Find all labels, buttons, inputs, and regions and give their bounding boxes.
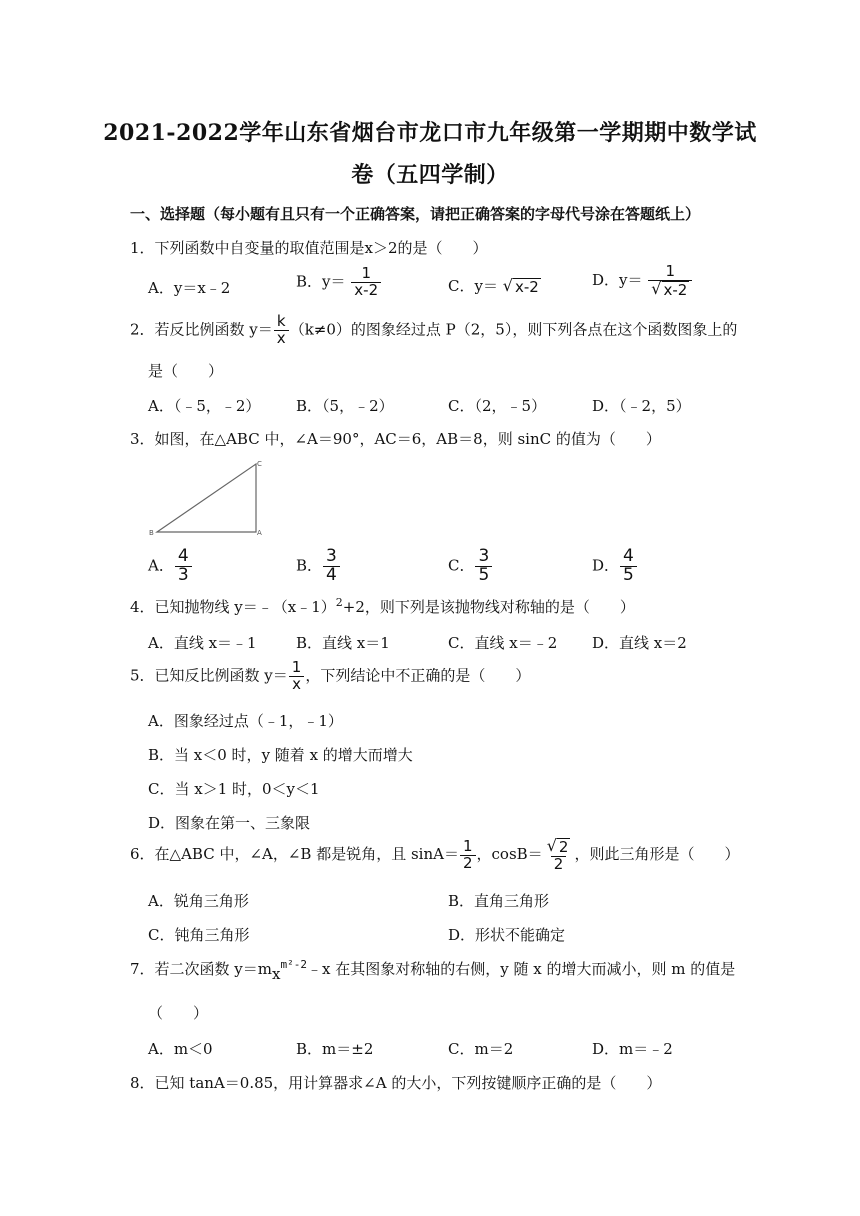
q6-option-b: B．直角三角形 <box>448 892 550 910</box>
fraction: 1 √ x-2 <box>648 264 692 298</box>
q7-option-b: B．m＝±2 <box>296 1040 374 1058</box>
question-2-stem-line-2: 是（ ） <box>148 362 224 380</box>
vertex-label-b: B <box>149 529 154 537</box>
q3-option-d: D． $\frac{4}{5}$ <box>592 548 638 585</box>
q4-option-d: D．直线 x＝2 <box>592 634 687 652</box>
question-8-stem: 8．已知 tanA＝0.85，用计算器求∠A 的大小，下列按键顺序正确的是（ ） <box>130 1074 662 1092</box>
fraction: $\frac{4}{3}$ <box>175 548 192 585</box>
q1-option-b: B．y＝ $\frac{1}{x-2}$ <box>296 266 382 299</box>
q1-option-a: A．y＝x﹣2 <box>148 279 231 297</box>
q5-option-b: B．当 x＜0 时，y 随着 x 的增大而增大 <box>148 746 413 764</box>
question-7-stem: 7．若二次函数 $y=mx^{m^2-2}﹣x$ 在其图象对称轴的右侧，y 随 x 的增大而减小，则 m 的值是 <box>130 958 736 983</box>
q3-option-b: B． $\frac{3}{4}$ <box>296 548 341 585</box>
question-2-stem: 2．若反比例函数 y＝ $\frac{k}{x}$ （k≠0）的图象经过点 P（2，5），则下列各点在这个函数图象上的 <box>130 312 738 347</box>
question-1-stem: 1．下列函数中自变量的取值范围是x＞2的是（ ） <box>130 239 488 257</box>
q4-option-a: A．直线 x＝﹣1 <box>148 634 257 652</box>
q6-option-d: D．形状不能确定 <box>448 926 566 944</box>
q2-option-b: B．（5，﹣2） <box>296 397 394 415</box>
q2-option-d: D．（﹣2，5） <box>592 397 691 415</box>
q1-option-d: D．y＝ 1 √ x-2 <box>592 264 693 298</box>
question-4-stem: 4．已知抛物线 y＝﹣（x﹣1）$^2$+2，则下列是该抛物线对称轴的是（ ） <box>130 596 635 616</box>
square-root: √ x-2 <box>502 276 539 296</box>
q7-option-c: C．m＝2 <box>448 1040 514 1058</box>
document-title-line-1: 2021-2022学年山东省烟台市龙口市九年级第一学期期中数学试 <box>103 120 757 146</box>
q7-option-d: D．m＝﹣2 <box>592 1040 673 1058</box>
q2-option-a: A．（﹣5，﹣2） <box>148 397 261 415</box>
vertex-label-c: C <box>257 460 262 468</box>
question-7-stem-line-2: （ ） <box>148 1004 209 1022</box>
section-heading: 一、选择题（每小题有且只有一个正确答案，请把正确答案的字母代号涂在答题纸上） <box>130 205 701 223</box>
q4-option-c: C．直线 x＝﹣2 <box>448 634 558 652</box>
document-title-line-2: 卷（五四学制） <box>351 162 509 188</box>
fraction: $\frac{1}{x}$ <box>289 660 305 693</box>
q6-option-a: A．锐角三角形 <box>148 892 249 910</box>
question-6-stem: 6．在△ABC 中，∠A，∠B 都是锐角，且 sinA＝ $\frac{1}{2}$ ，cosB＝ √ 2 2 ，则此三角形是（ ） <box>130 836 740 873</box>
q3-option-a: A． $\frac{4}{3}$ <box>148 548 193 585</box>
question-5-stem: 5．已知反比例函数 y＝ $\frac{1}{x}$ ，下列结论中不正确的是（ ） <box>130 658 531 693</box>
q2-option-c: C．（2，﹣5） <box>448 397 547 415</box>
fraction: $\frac{3}{5}$ <box>475 548 492 585</box>
vertex-label-a: A <box>257 529 262 537</box>
fraction: $\frac{k}{x}$ <box>274 314 289 347</box>
q3-option-c: C． $\frac{3}{5}$ <box>448 548 493 585</box>
fraction: √ 2 2 <box>546 836 569 873</box>
question-3-stem: 3．如图，在△ABC 中，∠A＝90°，AC＝6，AB＝8，则 sinC 的值为（ ） <box>130 430 661 448</box>
triangle-figure <box>140 456 270 540</box>
triangle-shape <box>157 464 256 532</box>
fraction: $\frac{3}{4}$ <box>323 548 340 585</box>
fraction: $\frac{4}{5}$ <box>620 548 637 585</box>
q7-option-a: A．m＜0 <box>148 1040 213 1058</box>
fraction: $\frac{1}{2}$ <box>460 839 476 872</box>
q6-option-c: C．钝角三角形 <box>148 926 250 944</box>
q1-option-c: C．y＝ √ x-2 <box>448 276 539 296</box>
q5-option-a: A．图象经过点（﹣1，﹣1） <box>148 712 343 730</box>
q4-option-b: B．直线 x＝1 <box>296 634 390 652</box>
fraction: $\frac{1}{x-2}$ <box>351 266 381 299</box>
q5-option-d: D．图象在第一、三象限 <box>148 814 311 832</box>
q5-option-c: C．当 x＞1 时，0＜y＜1 <box>148 780 320 798</box>
